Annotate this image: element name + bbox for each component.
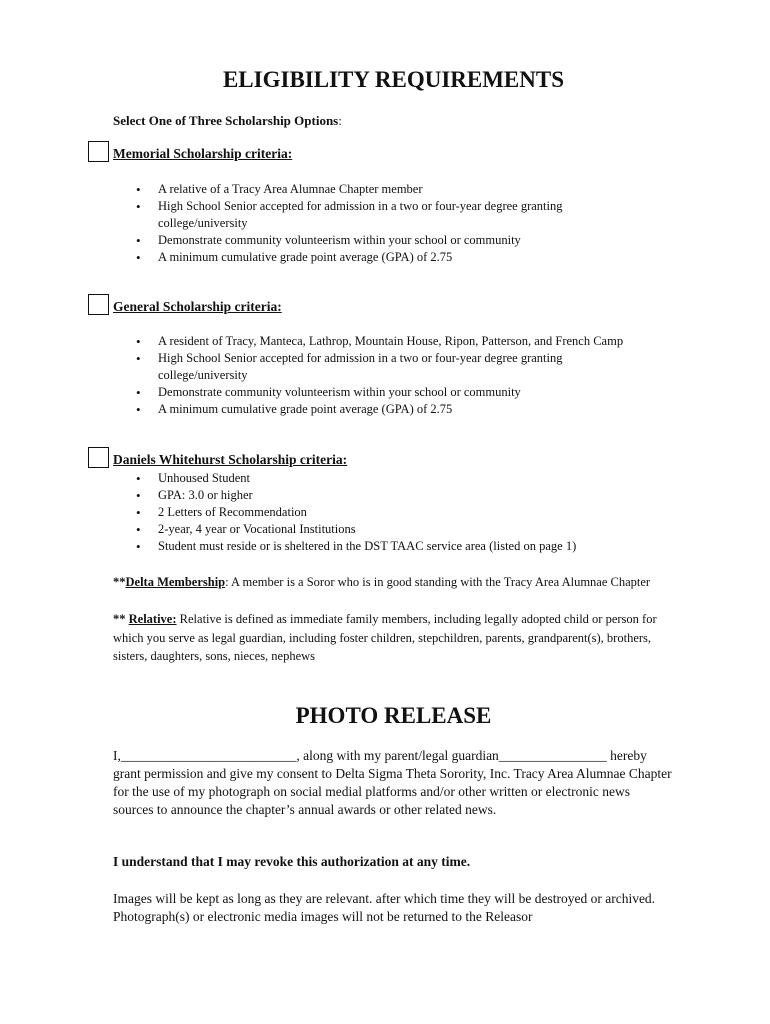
list-item: • A resident of Tracy, Manteca, Lathrop, Mountain House, Ripon, Patterson, and French Camp xyxy=(133,333,643,350)
general-checkbox[interactable] xyxy=(88,294,109,315)
memorial-checkbox[interactable] xyxy=(88,141,109,162)
eligibility-title: ELIGIBILITY REQUIREMENTS xyxy=(222,67,565,92)
list-item: • A minimum cumulative grade point average (GPA) of 2.75 xyxy=(133,401,653,418)
daniels-whitehurst-criteria-list xyxy=(133,470,653,555)
general-criteria-list xyxy=(133,333,653,418)
list-item: • Unhoused Student xyxy=(133,470,653,487)
list-item: • A relative of a Tracy Area Alumnae Chapter member xyxy=(133,181,653,198)
images-retention-paragraph: Images will be kept as long as they are relevant. after which time they will be destroyed or archived. Photograph(s) or electronic media images will not be returned to the Releasor xyxy=(113,891,656,924)
list-item: • Student must reside or is sheltered in the DST TAAC service area (listed on page 1) xyxy=(133,538,653,555)
revoke-statement: I understand that I may revoke this authorization at any time. xyxy=(113,854,471,869)
photo-release-paragraph: I,__________________________, along with my parent/legal guardian________________ hereby grant permission and give my consent to Delta Sigma Theta Sorority, Inc. Tracy Area Alumnae Chapter for the use of my photograph on social medial platforms and/or other written or electronic news sources to announce the chapter’s annual awards or other related news. xyxy=(113,748,672,817)
relative-term: Relative: xyxy=(128,612,177,626)
delta-membership-term: Delta Membership xyxy=(125,575,226,589)
daniels-whitehurst-checkbox[interactable] xyxy=(88,447,109,468)
delta-membership-note xyxy=(113,573,668,592)
intro-bold: Select One of Three Scholarship Options xyxy=(113,113,339,128)
relative-text: Relative is defined as immediate family members, including legally adopted child or person for which you serve as legal guardian, including foster children, stepchildren, parents, grandparent(s), brothers, sisters, daughters, sons, nieces, nephews xyxy=(113,612,657,663)
delta-membership-text: : A member is a Soror who is in good standing with the Tracy Area Alumnae Chapter xyxy=(225,575,651,589)
memorial-heading: Memorial Scholarship criteria: xyxy=(113,146,293,161)
list-item: • Demonstrate community volunteerism within your school or community xyxy=(133,384,653,401)
intro-suffix: : xyxy=(338,113,342,128)
intro-line xyxy=(113,113,342,129)
list-item: • Demonstrate community volunteerism within your school or community xyxy=(133,232,653,249)
list-item: • A minimum cumulative grade point average (GPA) of 2.75 xyxy=(133,249,653,266)
daniels-whitehurst-heading: Daniels Whitehurst Scholarship criteria: xyxy=(113,452,348,467)
memorial-criteria-list xyxy=(133,181,653,266)
delta-prefix: ** xyxy=(113,575,126,589)
photo-release-title: PHOTO RELEASE xyxy=(295,703,492,728)
list-item: • 2 Letters of Recommendation xyxy=(133,504,653,521)
list-item: • High School Senior accepted for admission in a two or four-year degree granting college/university xyxy=(133,198,628,232)
relative-prefix: ** xyxy=(113,612,129,626)
general-heading: General Scholarship criteria: xyxy=(113,299,282,314)
list-item: • 2-year, 4 year or Vocational Institutions xyxy=(133,521,653,538)
list-item: • GPA: 3.0 or higher xyxy=(133,487,653,504)
list-item: • High School Senior accepted for admission in a two or four-year degree granting college/university xyxy=(133,350,628,384)
relative-note xyxy=(113,610,668,666)
